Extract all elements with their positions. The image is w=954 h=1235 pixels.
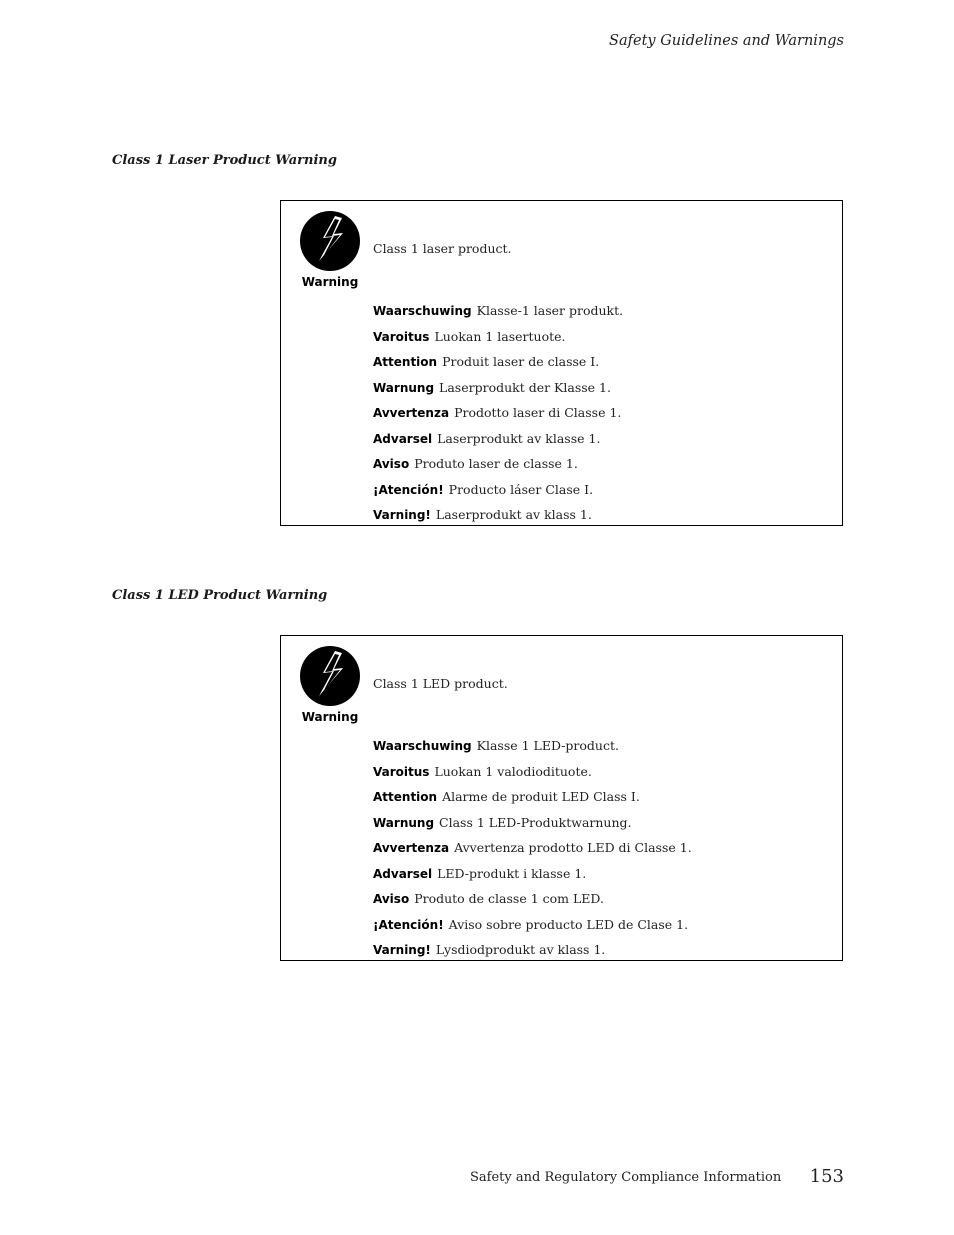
translation-text: Klasse 1 LED-product. bbox=[476, 738, 619, 753]
translation-text: Producto láser Clase I. bbox=[448, 481, 594, 497]
translation-lang: Attention bbox=[373, 790, 438, 804]
warning-icon-label: Warning bbox=[301, 275, 359, 289]
translation-lang: Waarschuwing bbox=[373, 304, 472, 318]
footer-doc-title: Safety and Regulatory Compliance Information bbox=[470, 1170, 782, 1185]
translation-text: Produto laser de classe 1. bbox=[414, 456, 578, 471]
translation-item bbox=[373, 354, 623, 380]
translation-lang: Varoitus bbox=[373, 329, 430, 344]
translation-text: Produto de classe 1 com LED. bbox=[414, 891, 604, 906]
translation-lang: Avvertenza bbox=[373, 406, 450, 420]
translation-lang: Warnung bbox=[373, 380, 435, 395]
translation-lang: Aviso bbox=[373, 457, 410, 471]
translation-item bbox=[373, 815, 692, 841]
translation-text: Alarme de produit LED Class I. bbox=[442, 789, 640, 804]
translation-text: Prodotto laser di Classe 1. bbox=[454, 405, 622, 420]
translation-item bbox=[373, 764, 692, 790]
translation-text: Class 1 LED-Produktwarnung. bbox=[439, 814, 632, 830]
translation-item bbox=[373, 507, 623, 533]
translation-item bbox=[373, 942, 692, 968]
translation-item bbox=[373, 405, 623, 431]
translation-lang: Avvertenza bbox=[373, 841, 450, 855]
translation-lang: Warnung bbox=[373, 815, 435, 830]
warning-main-text: Class 1 laser product. bbox=[373, 241, 512, 256]
lightning-bolt-icon bbox=[299, 210, 361, 272]
translation-item bbox=[373, 329, 623, 355]
translation-text: Laserprodukt av klasse 1. bbox=[437, 430, 601, 446]
translation-lang: Varning! bbox=[373, 508, 431, 522]
translation-text: Laserprodukt av klass 1. bbox=[435, 507, 592, 522]
page-number: 153 bbox=[809, 1166, 844, 1187]
translation-lang: Advarsel bbox=[373, 431, 433, 446]
translation-lang: Varoitus bbox=[373, 764, 430, 779]
translation-text: Luokan 1 valodiodituote. bbox=[434, 763, 592, 779]
warning-main-text: Class 1 LED product. bbox=[373, 676, 508, 691]
translation-item bbox=[373, 380, 623, 406]
translation-text: Produit laser de classe I. bbox=[442, 354, 600, 369]
translation-item bbox=[373, 917, 692, 943]
translation-text: Avvertenza prodotto LED di Classe 1. bbox=[454, 840, 692, 855]
translation-item bbox=[373, 456, 623, 482]
translation-text: Aviso sobre producto LED de Clase 1. bbox=[448, 916, 689, 932]
section-title-laser: Class 1 Laser Product Warning bbox=[112, 153, 337, 168]
translation-item bbox=[373, 891, 692, 917]
translation-item bbox=[373, 866, 692, 892]
running-header: Safety Guidelines and Warnings bbox=[609, 33, 844, 49]
translation-list bbox=[373, 738, 692, 968]
translation-text: Laserprodukt der Klasse 1. bbox=[439, 379, 611, 395]
translation-text: Klasse-1 laser produkt. bbox=[476, 303, 624, 318]
lightning-bolt-icon bbox=[299, 645, 361, 707]
translation-lang: ¡Atención! bbox=[373, 917, 444, 932]
translation-lang: ¡Atención! bbox=[373, 482, 444, 497]
warning-box-led bbox=[280, 635, 843, 961]
warning-box-laser bbox=[280, 200, 843, 526]
translation-item bbox=[373, 303, 623, 329]
translation-lang: Varning! bbox=[373, 943, 431, 957]
section-title-led: Class 1 LED Product Warning bbox=[112, 588, 328, 603]
warning-icon-label: Warning bbox=[301, 710, 359, 724]
translation-text: Lysdiodprodukt av klass 1. bbox=[435, 942, 606, 957]
translation-list bbox=[373, 303, 623, 533]
translation-text: LED-produkt i klasse 1. bbox=[437, 865, 587, 881]
translation-lang: Waarschuwing bbox=[373, 739, 472, 753]
translation-text: Luokan 1 lasertuote. bbox=[434, 328, 566, 344]
translation-item bbox=[373, 482, 623, 508]
translation-item bbox=[373, 738, 692, 764]
translation-lang: Advarsel bbox=[373, 866, 433, 881]
translation-lang: Attention bbox=[373, 355, 438, 369]
translation-item bbox=[373, 431, 623, 457]
translation-lang: Aviso bbox=[373, 892, 410, 906]
translation-item bbox=[373, 840, 692, 866]
translation-item bbox=[373, 789, 692, 815]
